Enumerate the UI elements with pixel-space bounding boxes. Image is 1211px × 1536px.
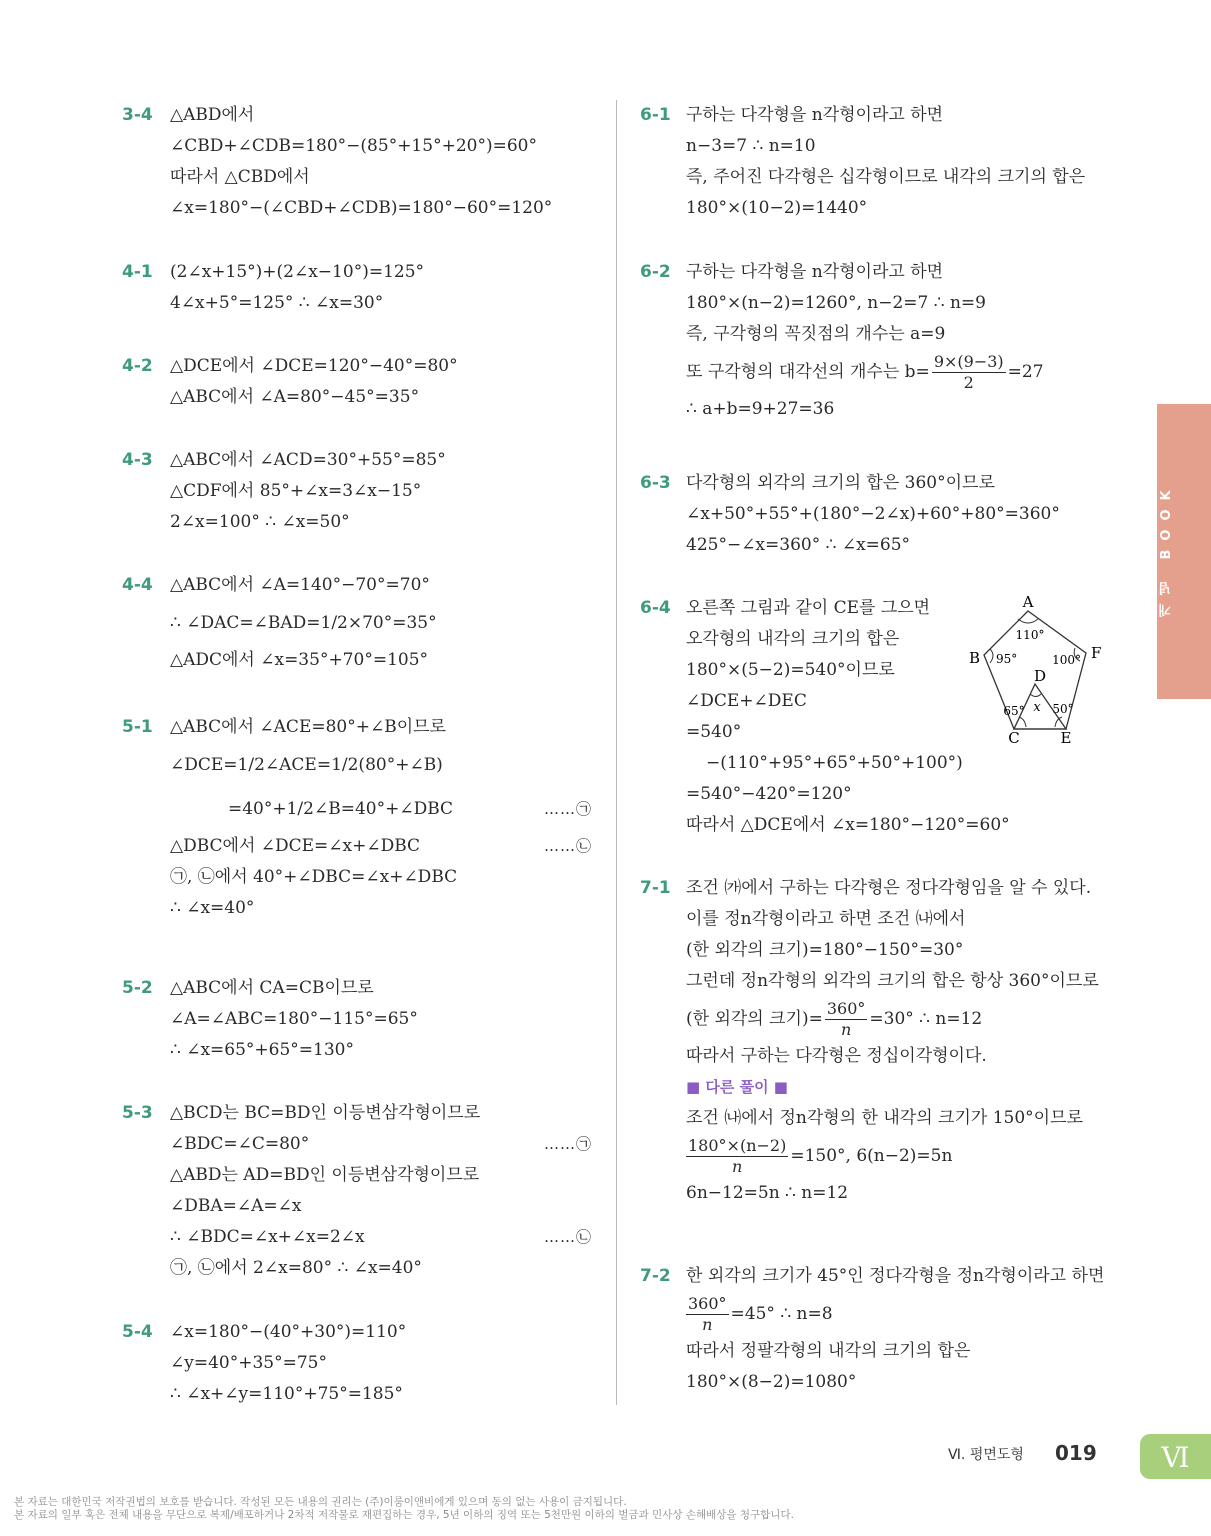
solution-line: −(110°+95°+65°+50°+100°)	[706, 753, 963, 773]
solution-line: ∠DCE=1/2∠ACE=1/2(80°+∠B)	[170, 755, 443, 775]
problem-number: 6-4	[640, 598, 671, 618]
fraction	[686, 1294, 729, 1335]
solution-line: △ABC에서 ∠A=140°−70°=70°	[170, 575, 430, 595]
solution-line: ㉠, ㉡에서 40°+∠DBC=∠x+∠DBC	[170, 867, 458, 887]
problem-number: 4-2	[122, 356, 153, 376]
solution-line: 2∠x=100° ∴ ∠x=50°	[170, 512, 350, 532]
copyright-line: 본 자료의 일부 혹은 전체 내용을 무단으로 복제/배포하거나 2차적 저작물로 재편집하는 경우, 5년 이하의 징역 또는 5천만원 이하의 벌금과 민사상 손해배상을 청구합니다.	[14, 1509, 794, 1521]
solution-line: ∴ ∠x=40°	[170, 898, 255, 918]
solution-text: =27	[1007, 362, 1044, 382]
solution-line	[686, 1134, 1110, 1178]
solution-text: ∴ ∠BDC=∠x+∠x=2∠x	[170, 1227, 365, 1247]
vertex-label: D	[1033, 667, 1047, 685]
solution-line: 따라서 △CBD에서	[170, 167, 310, 187]
solution-line: 즉, 구각형의 꼭짓점의 개수는 a=9	[686, 324, 946, 344]
vertex-label: B	[968, 649, 980, 667]
chapter-badge: Ⅵ	[1140, 1434, 1211, 1479]
solution-text: ∠BDC=∠C=80°	[170, 1134, 310, 1154]
solution-line	[170, 1129, 602, 1160]
solution-line: △ABC에서 ∠A=80°−45°=35°	[170, 387, 420, 407]
fraction-numerator: 9×(9−3)	[933, 351, 1004, 371]
solution-line: 다각형의 외각의 크기의 합은 360°이므로	[686, 473, 995, 493]
vertex-label: F	[1091, 644, 1102, 662]
problem-number: 5-3	[122, 1103, 153, 1123]
solution-line: △ABD는 AD=BD인 이등변삼각형이므로	[170, 1165, 480, 1185]
solution-line: (2∠x+15°)+(2∠x−10°)=125°	[170, 262, 425, 282]
solution-line: 180°×(8−2)=1080°	[686, 1372, 857, 1392]
side-tab-label: 개념 BOOK	[1159, 481, 1174, 617]
column-divider	[616, 100, 617, 1405]
solution-line: ∴ ∠DAC=∠BAD=1/2×70°=35°	[170, 613, 437, 633]
solution-line: 오른쪽 그림과 같이 CE를 그으면	[686, 598, 931, 618]
solution-line: △ABC에서 CA=CB이므로	[170, 978, 374, 998]
fraction	[686, 1136, 788, 1177]
solution-line: 따라서 △DCE에서 ∠x=180°−120°=60°	[686, 815, 1010, 835]
solution-line: =540°	[686, 722, 742, 742]
solution-line: △ABC에서 ∠ACD=30°+55°=85°	[170, 450, 446, 470]
angle-label: 50°	[1052, 702, 1074, 716]
solution-line: △DCE에서 ∠DCE=120°−40°=80°	[170, 356, 458, 376]
solution-line: 구하는 다각형을 n각형이라고 하면	[686, 105, 944, 125]
fraction	[932, 352, 1006, 393]
fraction-denominator: n	[702, 1314, 713, 1334]
problem-number: 5-4	[122, 1322, 153, 1342]
solution-line	[686, 997, 1110, 1041]
problem-number: 4-3	[122, 450, 153, 470]
solution-line: ∠CBD+∠CDB=180°−(85°+15°+20°)=60°	[170, 136, 537, 156]
solution-line: ∴ ∠x+∠y=110°+75°=185°	[170, 1384, 403, 1404]
solution-line: 그런데 정n각형의 외각의 크기의 합은 항상 360°이므로	[686, 971, 1099, 991]
fraction-numerator: 360°	[688, 1293, 727, 1313]
problem-number: 5-2	[122, 978, 153, 998]
solution-text: =150°, 6(n−2)=5n	[790, 1146, 953, 1166]
footer-chapter-title: Ⅵ. 평면도형	[948, 1447, 1024, 1463]
solution-text: =30° ∴ n=12	[869, 1009, 983, 1029]
solution-text: 또 구각형의 대각선의 개수는 b=	[686, 362, 930, 382]
solution-line: n−3=7 ∴ n=10	[686, 136, 816, 156]
solution-text: =40°+1/2∠B=40°+∠DBC	[228, 799, 454, 819]
reference-mark: ……㉠	[543, 1135, 592, 1153]
reference-mark: ……㉠	[543, 800, 592, 818]
problem-number: 7-1	[640, 878, 671, 898]
solution-line: △ABC에서 ∠ACE=80°+∠B이므로	[170, 717, 446, 737]
solution-line: 4∠x+5°=125° ∴ ∠x=30°	[170, 293, 384, 313]
solution-line: 6n−12=5n ∴ n=12	[686, 1183, 849, 1203]
angle-label: x	[1033, 700, 1041, 715]
fraction-numerator: 180°×(n−2)	[688, 1135, 787, 1155]
solution-line: ∠A=∠ABC=180°−115°=65°	[170, 1009, 418, 1029]
solution-line: ∠DCE+∠DEC	[686, 691, 807, 711]
solution-line: ∠DBA=∠A=∠x	[170, 1196, 302, 1216]
solution-line: ㉠, ㉡에서 2∠x=80° ∴ ∠x=40°	[170, 1258, 422, 1278]
fraction	[825, 999, 868, 1040]
fraction-numerator: 360°	[826, 998, 866, 1018]
solution-line: 따라서 구하는 다각형은 정십이각형이다.	[686, 1046, 987, 1066]
angle-label: 65°	[1003, 704, 1025, 718]
solution-line	[170, 831, 602, 862]
solution-line: =540°−420°=120°	[686, 784, 852, 804]
problem-number: 5-1	[122, 717, 153, 737]
solution-line: ∴ ∠x=65°+65°=130°	[170, 1040, 354, 1060]
fraction-denominator: n	[732, 1156, 743, 1176]
vertex-label: A	[1022, 593, 1034, 611]
angle-label: 110°	[1015, 628, 1045, 642]
solution-line: ∠x=180°−(40°+30°)=110°	[170, 1322, 407, 1342]
page-number: 019	[1055, 1441, 1097, 1465]
solution-line: 구하는 다각형을 n각형이라고 하면	[686, 262, 944, 282]
solution-line: 오각형의 내각의 크기의 합은	[686, 629, 900, 649]
solution-line: △ADC에서 ∠x=35°+70°=105°	[170, 650, 429, 670]
reference-mark: ……㉡	[543, 837, 592, 855]
problem-number: 4-1	[122, 262, 153, 282]
solution-text: △DBC에서 ∠DCE=∠x+∠DBC	[170, 836, 421, 856]
solution-line	[170, 1222, 602, 1253]
solution-line: 180°×(5−2)=540°이므로	[686, 660, 895, 680]
solution-line: 조건 ㈎에서 구하는 다각형은 정다각형임을 알 수 있다.	[686, 878, 1092, 898]
solution-text: (한 외각의 크기)=	[686, 1009, 823, 1029]
solution-line: ∴ a+b=9+27=36	[686, 399, 835, 419]
solution-line: ∠x+50°+55°+(180°−2∠x)+60°+80°=360°	[686, 504, 1060, 524]
vertex-label: E	[1060, 729, 1072, 743]
solution-line: 이를 정n각형이라고 하면 조건 ㈏에서	[686, 909, 966, 929]
solution-line	[170, 787, 602, 831]
solution-line: ∠y=40°+35°=75°	[170, 1353, 327, 1373]
solution-line: 즉, 주어진 다각형은 십각형이므로 내각의 크기의 합은	[686, 167, 1086, 187]
angle-label: 100°	[1052, 653, 1081, 667]
problem-number: 4-4	[122, 575, 153, 595]
solution-line: 425°−∠x=360° ∴ ∠x=65°	[686, 535, 911, 555]
side-tab	[1157, 404, 1211, 699]
fraction-denominator: n	[840, 1019, 852, 1039]
vertex-label: C	[1008, 729, 1020, 743]
solution-line: △BCD는 BC=BD인 이등변삼각형이므로	[170, 1103, 481, 1123]
solution-line: △CDF에서 85°+∠x=3∠x−15°	[170, 481, 422, 501]
solution-line: (한 외각의 크기)=180°−150°=30°	[686, 940, 964, 960]
copyright-line: 본 자료는 대한민국 저작권법의 보호를 받습니다. 작성된 모든 내용의 권리는 (주)이룸이앤비에게 있으며 동의 없는 사용이 금지됩니다.	[14, 1496, 627, 1508]
problem-number: 3-4	[122, 105, 153, 125]
solution-line: 한 외각의 크기가 45°인 정다각형을 정n각형이라고 하면	[686, 1266, 1105, 1286]
solution-text: =45° ∴ n=8	[730, 1304, 833, 1324]
problem-number: 6-1	[640, 105, 671, 125]
problem-number: 7-2	[640, 1266, 671, 1286]
solution-line: ∠x=180°−(∠CBD+∠CDB)=180°−60°=120°	[170, 198, 553, 218]
problem-number: 6-2	[640, 262, 671, 282]
solution-line: 조건 ㈏에서 정n각형의 한 내각의 크기가 150°이므로	[686, 1108, 1083, 1128]
solution-line	[686, 1292, 1110, 1336]
solution-line: 따라서 정팔각형의 내각의 크기의 합은	[686, 1341, 971, 1361]
copyright-notice	[14, 1496, 1194, 1522]
solution-line: 180°×(n−2)=1260°, n−2=7 ∴ n=9	[686, 293, 986, 313]
solution-line: 180°×(10−2)=1440°	[686, 198, 868, 218]
fraction-denominator: 2	[963, 372, 974, 392]
pentagon-figure	[958, 593, 1108, 743]
alternative-solution-heading: ■ 다른 풀이 ■	[686, 1078, 788, 1096]
solution-line: △ABD에서	[170, 105, 255, 125]
reference-mark: ……㉡	[543, 1228, 592, 1246]
solution-line	[686, 350, 1110, 394]
angle-label: 95°	[996, 652, 1018, 666]
problem-number: 6-3	[640, 473, 671, 493]
